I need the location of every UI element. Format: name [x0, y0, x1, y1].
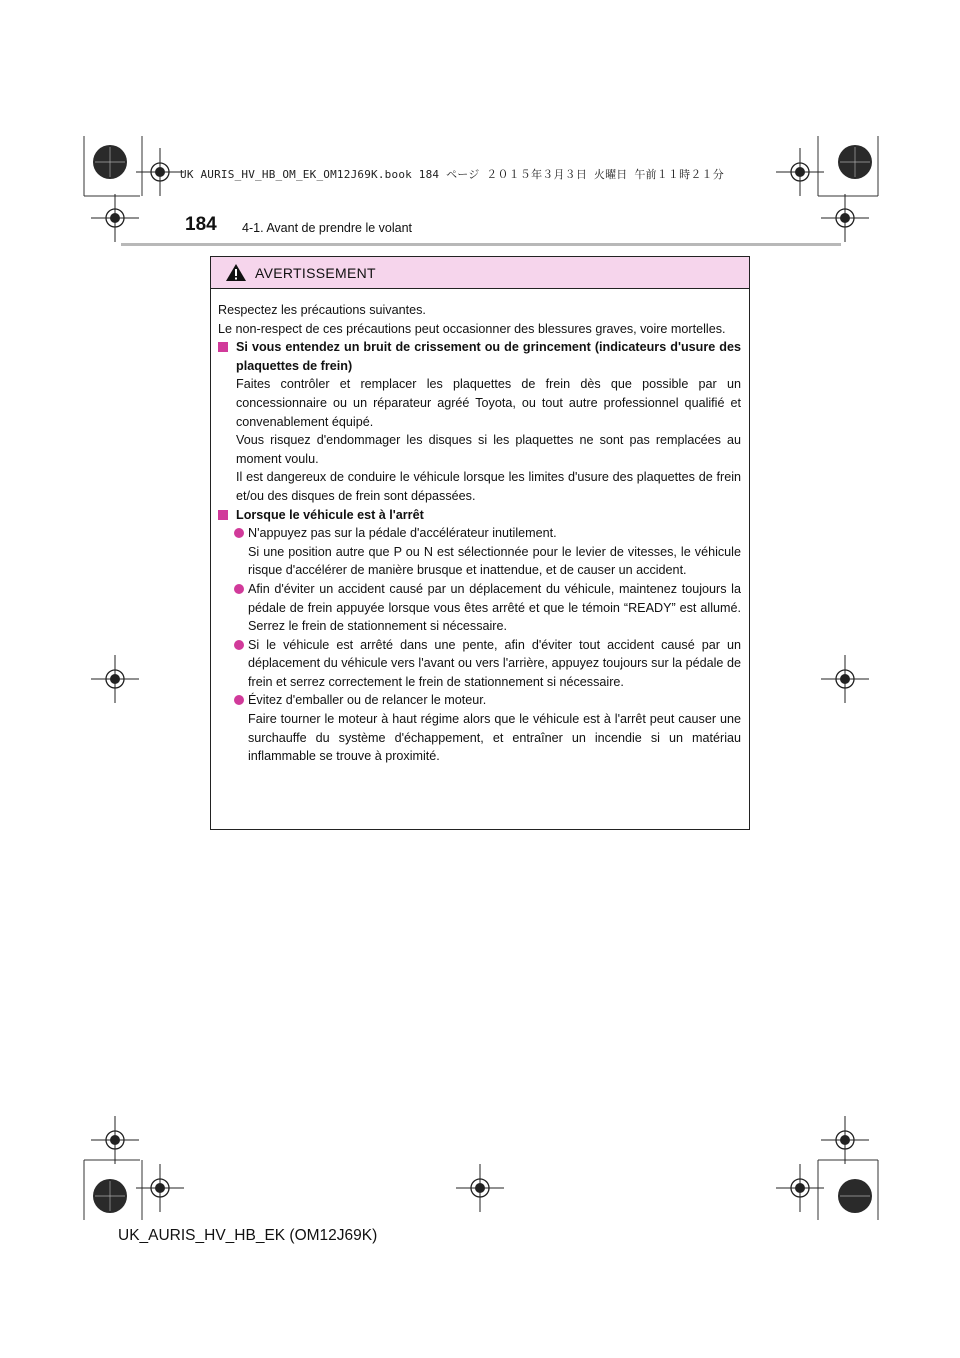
list-item: Afin d'éviter un accident causé par un déplacement du véhicule, maintenez toujours la pédale de frein appuyée lorsque vous êtes arrêté et que le témoin “READY” est allumé. Serrez le frein de stationnement si nécessaire.	[218, 580, 741, 636]
page-number: 184	[185, 214, 217, 235]
paragraph: Il est dangereux de conduire le véhicule lorsque les limites d'usure des plaquettes de frein et/ou des disques de frein sont dépassées.	[236, 470, 741, 503]
list-item: Si le véhicule est arrêté dans une pente, afin d'éviter tout accident causé par un déplacement du véhicule vers l'avant ou vers l'arrière, appuyez toujours sur la pédale de frein et serrez correctement le frein de stationnement si nécessaire.	[218, 636, 741, 692]
print-metadata-line: UK AURIS_HV_HB_OM_EK_OM12J69K.book 184 ページ ２０１５年３月３日 火曜日 午前１１時２１分	[180, 168, 724, 181]
section-title: 4-1. Avant de prendre le volant	[242, 221, 413, 235]
circle-bullet-icon	[234, 584, 244, 594]
circle-bullet-icon	[234, 528, 244, 538]
intro-paragraph	[218, 301, 741, 338]
intro-line: Le non-respect de ces précautions peut occasionner des blessures graves, voire mortelles.	[218, 321, 726, 336]
warning-title: AVERTISSEMENT	[255, 264, 376, 281]
warning-triangle-icon	[225, 263, 247, 282]
header-rule	[121, 243, 841, 246]
intro-line: Respectez les précautions suivantes.	[218, 303, 426, 317]
section-heading: Si vous entendez un bruit de crissement ou de grincement (indicateurs d'usure des plaquettes de frein)	[218, 338, 741, 375]
circle-bullet-icon	[234, 695, 244, 705]
paragraph: Faites contrôler et remplacer les plaquettes de frein dès que possible par un concessionnaire ou un réparateur agréé Toyota, ou tout autre professionnel qualifié et convenablement équipé. Vous risquez d'endommager les disques si les plaquettes ne sont pas remplacées au moment voulu.	[236, 377, 741, 466]
square-bullet-icon	[218, 510, 228, 520]
circle-bullet-icon	[234, 640, 244, 650]
square-bullet-icon	[218, 342, 228, 352]
warning-box	[210, 256, 750, 830]
warning-body	[211, 289, 749, 766]
list-item: Évitez d'emballer ou de relancer le moteur. Faire tourner le moteur à haut régime alors que le véhicule est à l'arrêt peut causer une surchauffe du système d'échappement, et entraîner un incendie si un matériau inflammable se trouve à proximité.	[218, 691, 741, 765]
warning-header	[211, 257, 749, 289]
footer-model-code: UK_AURIS_HV_HB_EK (OM12J69K)	[118, 1227, 378, 1244]
section-heading: Lorsque le véhicule est à l'arrêt	[218, 506, 741, 525]
list-item: N'appuyez pas sur la pédale d'accélérateur inutilement. Si une position autre que P ou N est sélectionnée pour le levier de vitesses, le véhicule risque d'accélérer de manière brusque et inattendue, et de causer un accident.	[218, 524, 741, 580]
